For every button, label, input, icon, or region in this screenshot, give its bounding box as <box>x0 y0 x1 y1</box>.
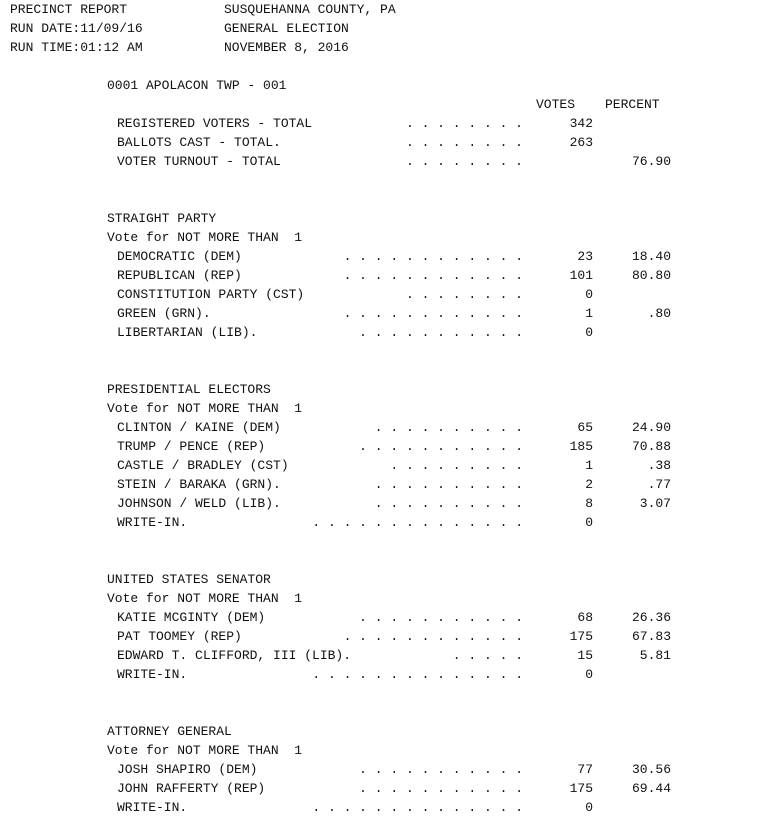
dot-leader: . . . . . . . . . . . . <box>343 249 523 264</box>
percent-value: .77 <box>647 477 671 492</box>
dot-leader: . . . . . . . . . . . . . . <box>312 515 523 530</box>
percent-value: 67.83 <box>631 629 671 644</box>
votes-value: 175 <box>569 629 593 644</box>
row-label: DEMOCRATIC (DEM) <box>117 249 242 264</box>
row-label: KATIE MCGINTY (DEM) <box>117 610 266 625</box>
percent-value: 70.88 <box>631 439 671 454</box>
dot-leader: . . . . . . . . <box>405 287 523 302</box>
votes-value: 185 <box>569 439 593 454</box>
dot-leader: . . . . . . . . <box>405 135 523 150</box>
dot-leader: . . . . . . . . . . . . <box>343 629 523 644</box>
contest-title: PRESIDENTIAL ELECTORS <box>107 382 271 397</box>
percent-value: 5.81 <box>639 648 671 663</box>
percent-value: 26.36 <box>631 610 671 625</box>
dot-leader: . . . . . . . . . . . <box>359 610 523 625</box>
row-label: JOHNSON / WELD (LIB). <box>117 496 281 511</box>
report-title: PRECINCT REPORT <box>10 2 128 17</box>
percent-value: .80 <box>647 306 671 321</box>
dot-leader: . . . . . . . . . . . <box>359 781 523 796</box>
votes-value: 8 <box>585 496 593 511</box>
row-label: BALLOTS CAST - TOTAL. <box>117 135 281 150</box>
votes-value: 1 <box>585 458 593 473</box>
contest-title: ATTORNEY GENERAL <box>107 724 232 739</box>
votes-value: 0 <box>585 800 593 815</box>
precinct-name: 0001 APOLACON TWP - 001 <box>107 78 287 93</box>
percent-column-header: PERCENT <box>605 97 660 112</box>
row-label: STEIN / BARAKA (GRN). <box>117 477 281 492</box>
election-name: GENERAL ELECTION <box>224 21 349 36</box>
dot-leader: . . . . . . . . <box>405 154 523 169</box>
dot-leader: . . . . . . . . . . . . <box>343 268 523 283</box>
votes-value: 0 <box>585 325 593 340</box>
dot-leader: . . . . . . . . . . . <box>359 762 523 777</box>
votes-value: 175 <box>569 781 593 796</box>
votes-value: 65 <box>577 420 593 435</box>
dot-leader: . . . . . . . . . . <box>374 420 523 435</box>
percent-value: 3.07 <box>639 496 671 511</box>
row-label: LIBERTARIAN (LIB). <box>117 325 258 340</box>
dot-leader: . . . . . . . . . . . . . . <box>312 667 523 682</box>
votes-value: 0 <box>585 667 593 682</box>
row-label: JOSH SHAPIRO (DEM) <box>117 762 258 777</box>
dot-leader: . . . . . . . . . . . . <box>343 306 523 321</box>
dot-leader: . . . . . . . . . <box>390 458 523 473</box>
row-label: WRITE-IN. <box>117 515 188 530</box>
county-name: SUSQUEHANNA COUNTY, PA <box>224 2 396 17</box>
votes-value: 0 <box>585 515 593 530</box>
dot-leader: . . . . . <box>452 648 523 663</box>
row-label: CLINTON / KAINE (DEM) <box>117 420 281 435</box>
row-label: CONSTITUTION PARTY (CST) <box>117 287 305 302</box>
dot-leader: . . . . . . . . . . . <box>359 439 523 454</box>
row-label: REPUBLICAN (REP) <box>117 268 242 283</box>
dot-leader: . . . . . . . . . . . <box>359 325 523 340</box>
row-label: EDWARD T. CLIFFORD, III (LIB). <box>117 648 352 663</box>
row-label: CASTLE / BRADLEY (CST) <box>117 458 289 473</box>
row-label: WRITE-IN. <box>117 667 188 682</box>
percent-value: .38 <box>647 458 671 473</box>
votes-value: 77 <box>577 762 593 777</box>
votes-value: 1 <box>585 306 593 321</box>
percent-value: 69.44 <box>631 781 671 796</box>
election-date: NOVEMBER 8, 2016 <box>224 40 349 55</box>
row-label: TRUMP / PENCE (REP) <box>117 439 266 454</box>
votes-value: 342 <box>569 116 593 131</box>
row-label: VOTER TURNOUT - TOTAL <box>117 154 281 169</box>
dot-leader: . . . . . . . . . . . . . . <box>312 800 523 815</box>
votes-value: 263 <box>569 135 593 150</box>
percent-value: 18.40 <box>631 249 671 264</box>
votes-value: 15 <box>577 648 593 663</box>
votes-value: 23 <box>577 249 593 264</box>
row-label: GREEN (GRN). <box>117 306 211 321</box>
percent-value: 76.90 <box>631 154 671 169</box>
vote-for-instruction: Vote for NOT MORE THAN 1 <box>107 743 303 758</box>
row-label: WRITE-IN. <box>117 800 188 815</box>
row-label: REGISTERED VOTERS - TOTAL <box>117 116 313 131</box>
contest-title: STRAIGHT PARTY <box>107 211 217 226</box>
percent-value: 24.90 <box>631 420 671 435</box>
dot-leader: . . . . . . . . . . <box>374 496 523 511</box>
row-label: PAT TOOMEY (REP) <box>117 629 242 644</box>
votes-value: 68 <box>577 610 593 625</box>
dot-leader: . . . . . . . . . . <box>374 477 523 492</box>
contest-title: UNITED STATES SENATOR <box>107 572 271 587</box>
votes-value: 2 <box>585 477 593 492</box>
votes-column-header: VOTES <box>536 97 576 112</box>
dot-leader: . . . . . . . . <box>405 116 523 131</box>
vote-for-instruction: Vote for NOT MORE THAN 1 <box>107 591 303 606</box>
vote-for-instruction: Vote for NOT MORE THAN 1 <box>107 230 303 245</box>
votes-value: 0 <box>585 287 593 302</box>
percent-value: 30.56 <box>631 762 671 777</box>
row-label: JOHN RAFFERTY (REP) <box>117 781 266 796</box>
votes-value: 101 <box>569 268 593 283</box>
run-time: RUN TIME:01:12 AM <box>10 40 143 55</box>
run-date: RUN DATE:11/09/16 <box>10 21 143 36</box>
percent-value: 80.80 <box>631 268 671 283</box>
vote-for-instruction: Vote for NOT MORE THAN 1 <box>107 401 303 416</box>
